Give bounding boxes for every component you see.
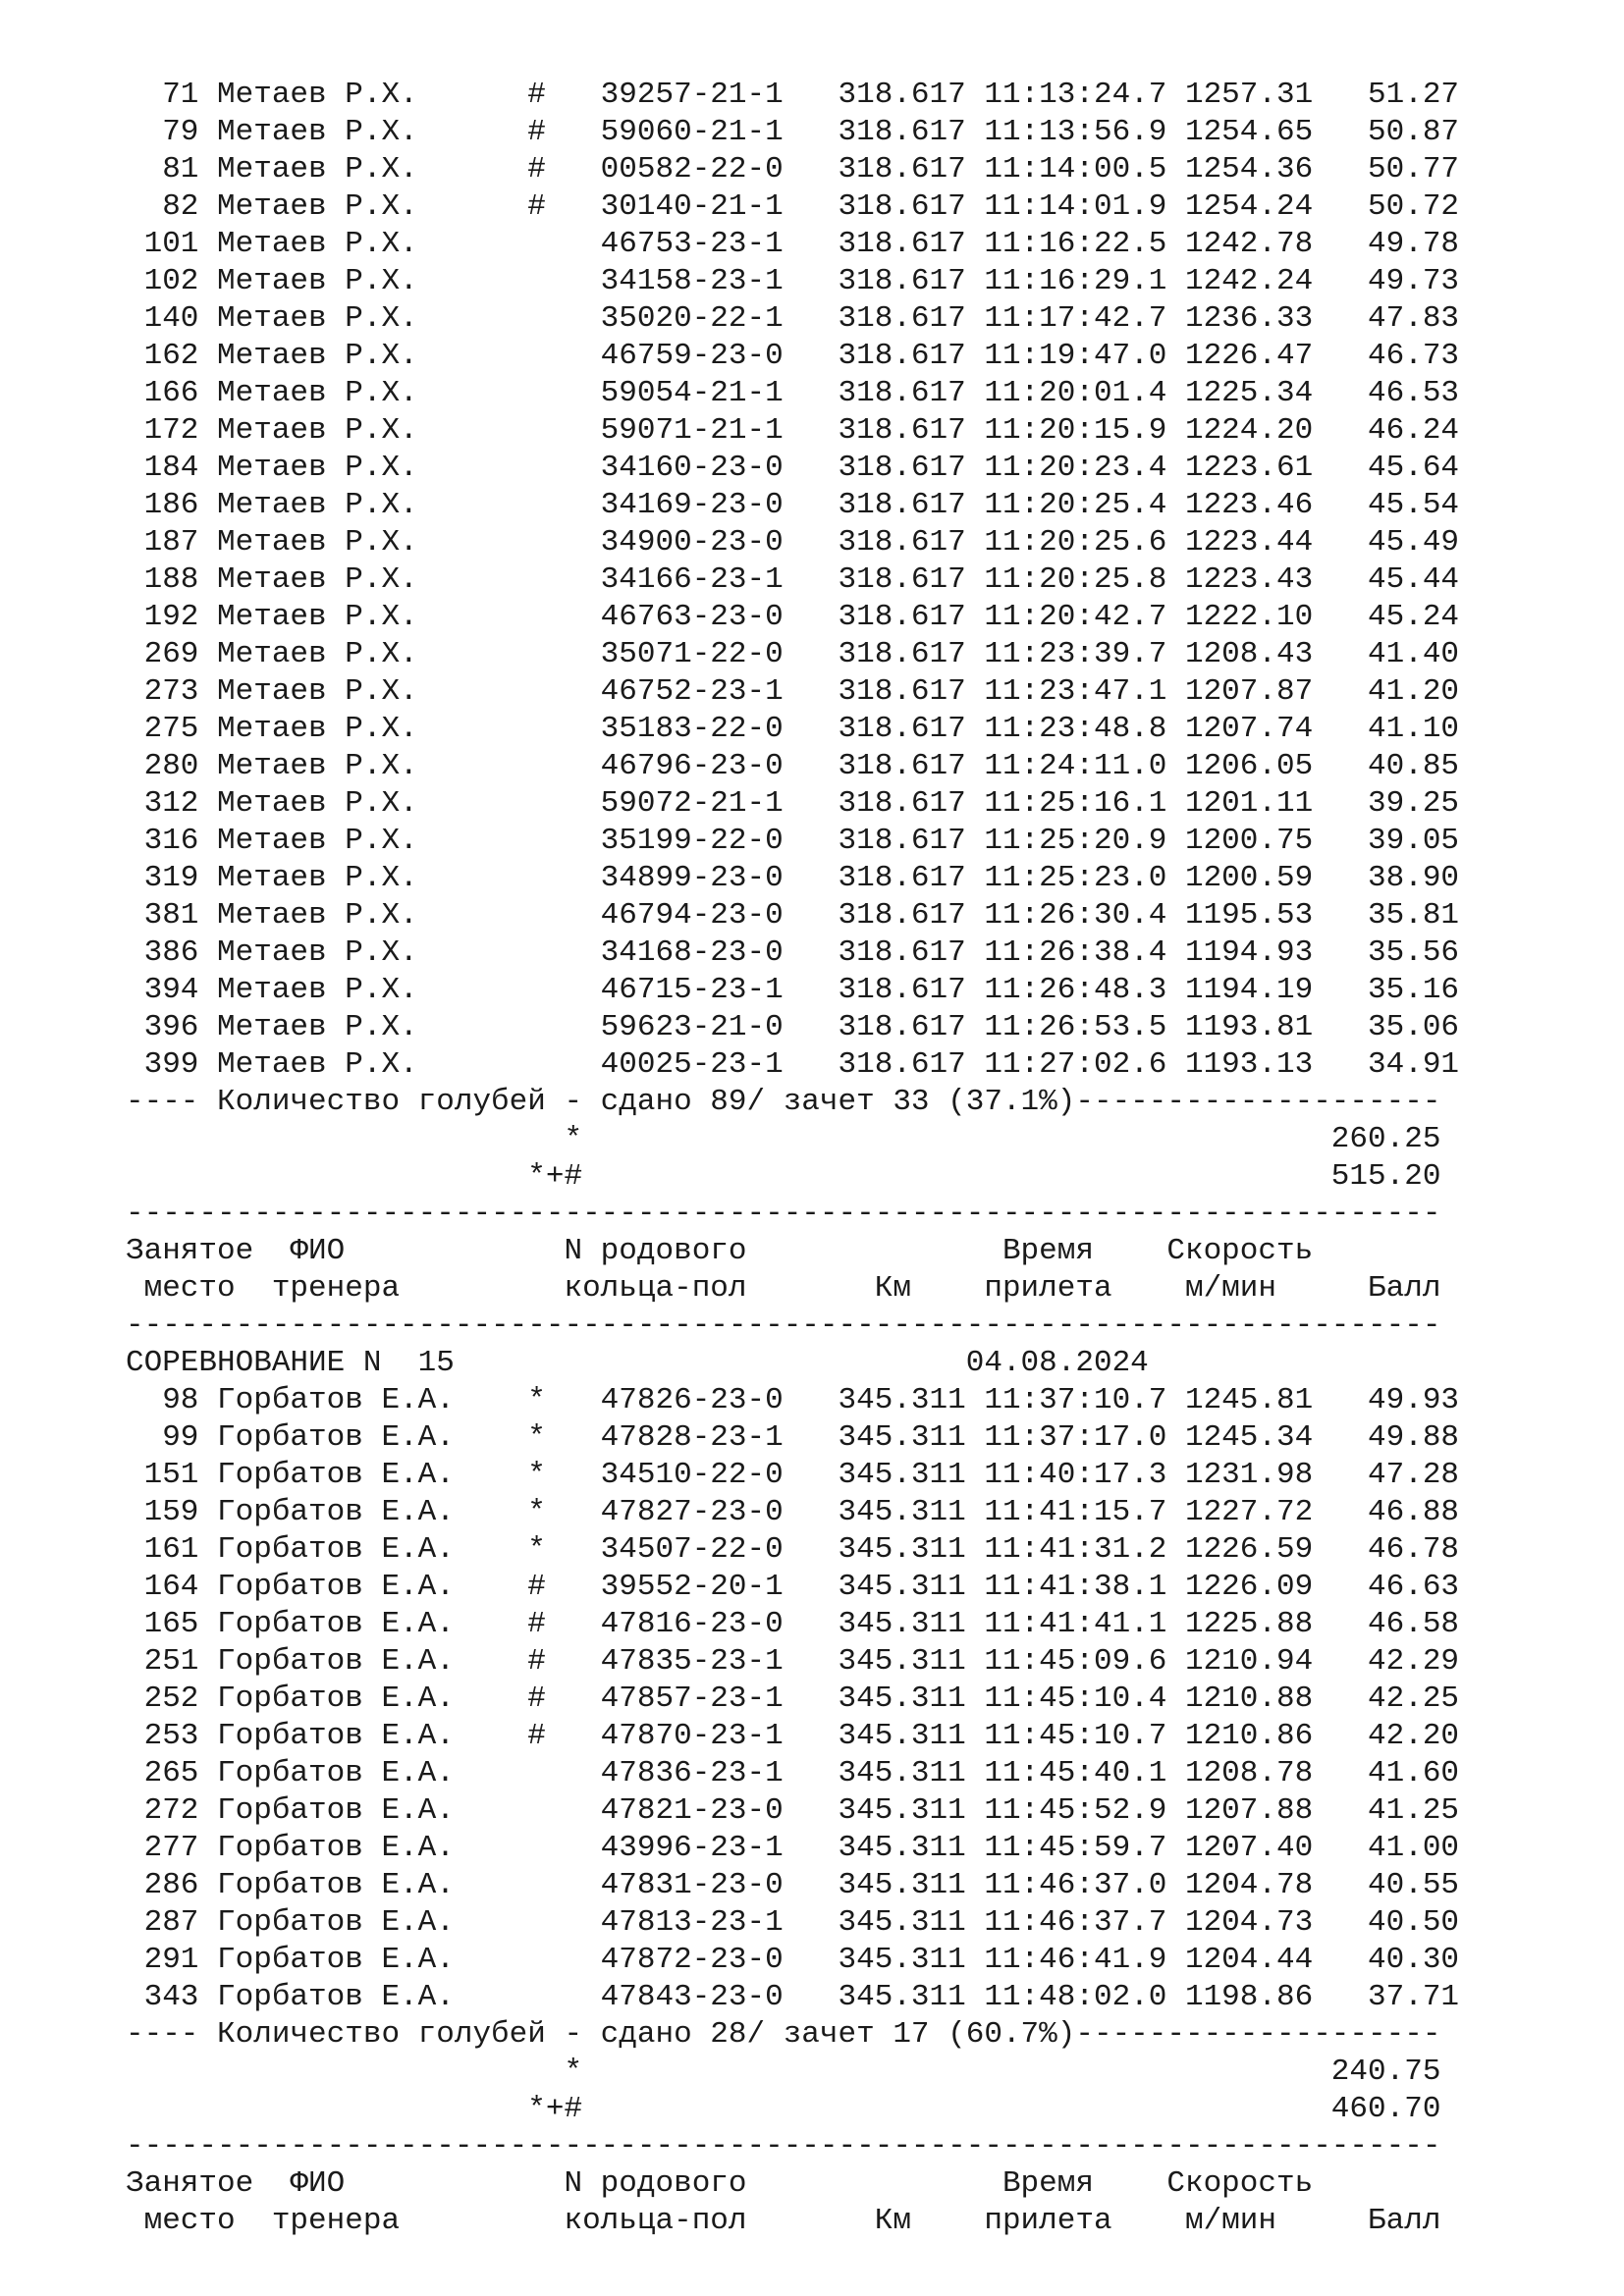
result-row: 381 Метаев Р.Х. 46794-23-0 318.617 11:26:30.4 1195.53 35.81	[126, 898, 1460, 933]
column-header-line: Занятое ФИО N родового Время Скорость	[126, 2166, 1314, 2201]
result-row: 277 Горбатов Е.А. 43996-23-1 345.311 11:45:59.7 1207.40 41.00	[126, 1831, 1460, 1865]
result-row: 140 Метаев Р.Х. 35020-22-1 318.617 11:17:42.7 1236.33 47.83	[126, 301, 1460, 336]
result-row: 165 Горбатов Е.А. # 47816-23-0 345.311 11:41:41.1 1225.88 46.58	[126, 1607, 1460, 1641]
result-row: 161 Горбатов Е.А. * 34507-22-0 345.311 11:41:31.2 1226.59 46.78	[126, 1532, 1460, 1567]
result-row: 343 Горбатов Е.А. 47843-23-0 345.311 11:48:02.0 1198.86 37.71	[126, 1980, 1460, 2014]
total-all-line: *+# 460.70	[126, 2092, 1441, 2126]
result-row: 184 Метаев Р.Х. 34160-23-0 318.617 11:20:23.4 1223.61 45.64	[126, 451, 1460, 485]
result-row: 273 Метаев Р.Х. 46752-23-1 318.617 11:23:47.1 1207.87 41.20	[126, 674, 1460, 709]
column-header-line: Занятое ФИО N родового Время Скорость	[126, 1234, 1314, 1268]
result-row: 251 Горбатов Е.А. # 47835-23-1 345.311 11:45:09.6 1210.94 42.29	[126, 1644, 1460, 1679]
result-row: 79 Метаев Р.Х. # 59060-21-1 318.617 11:13:56.9 1254.65 50.87	[126, 115, 1460, 149]
result-row: 187 Метаев Р.Х. 34900-23-0 318.617 11:20:25.6 1223.44 45.49	[126, 525, 1460, 560]
result-row: 102 Метаев Р.Х. 34158-23-1 318.617 11:16:29.1 1242.24 49.73	[126, 264, 1460, 298]
result-row: 98 Горбатов Е.А. * 47826-23-0 345.311 11:37:10.7 1245.81 49.93	[126, 1383, 1460, 1417]
result-row: 396 Метаев Р.Х. 59623-21-0 318.617 11:26:53.5 1193.81 35.06	[126, 1010, 1460, 1044]
result-row: 159 Горбатов Е.А. * 47827-23-0 345.311 11:41:15.7 1227.72 46.88	[126, 1495, 1460, 1529]
result-row: 186 Метаев Р.Х. 34169-23-0 318.617 11:20:25.4 1223.46 45.54	[126, 488, 1460, 522]
result-row: 269 Метаев Р.Х. 35071-22-0 318.617 11:23:39.7 1208.43 41.40	[126, 637, 1460, 671]
result-row: 316 Метаев Р.Х. 35199-22-0 318.617 11:25:20.9 1200.75 39.05	[126, 824, 1460, 858]
result-row: 71 Метаев Р.Х. # 39257-21-1 318.617 11:13:24.7 1257.31 51.27	[126, 78, 1460, 112]
column-subheader-line: место тренера кольца-пол Км прилета м/мин Балл	[126, 1271, 1441, 1306]
total-star-line: * 260.25	[126, 1122, 1441, 1156]
result-row: 82 Метаев Р.Х. # 30140-21-1 318.617 11:14:01.9 1254.24 50.72	[126, 189, 1460, 224]
total-all-line: *+# 515.20	[126, 1159, 1441, 1194]
summary-line: ---- Количество голубей - сдано 89/ зачет 33 (37.1%)--------------------	[126, 1085, 1441, 1119]
result-row: 265 Горбатов Е.А. 47836-23-1 345.311 11:45:40.1 1208.78 41.60	[126, 1756, 1460, 1790]
total-star-line: * 240.75	[126, 2055, 1441, 2089]
result-row: 386 Метаев Р.Х. 34168-23-0 318.617 11:26:38.4 1194.93 35.56	[126, 935, 1460, 970]
result-row: 81 Метаев Р.Х. # 00582-22-0 318.617 11:14:00.5 1254.36 50.77	[126, 152, 1460, 187]
result-row: 99 Горбатов Е.А. * 47828-23-1 345.311 11:37:17.0 1245.34 49.88	[126, 1420, 1460, 1455]
result-row: 399 Метаев Р.Х. 40025-23-1 318.617 11:27:02.6 1193.13 34.91	[126, 1047, 1460, 1082]
result-row: 280 Метаев Р.Х. 46796-23-0 318.617 11:24:11.0 1206.05 40.85	[126, 749, 1460, 783]
result-row: 101 Метаев Р.Х. 46753-23-1 318.617 11:16:22.5 1242.78 49.78	[126, 227, 1460, 261]
summary-line: ---- Количество голубей - сдано 28/ зачет 17 (60.7%)--------------------	[126, 2017, 1441, 2052]
result-row: 188 Метаев Р.Х. 34166-23-1 318.617 11:20:25.8 1223.43 45.44	[126, 562, 1460, 597]
result-row: 272 Горбатов Е.А. 47821-23-0 345.311 11:45:52.9 1207.88 41.25	[126, 1793, 1460, 1828]
result-row: 151 Горбатов Е.А. * 34510-22-0 345.311 11:40:17.3 1231.98 47.28	[126, 1458, 1460, 1492]
result-row: 312 Метаев Р.Х. 59072-21-1 318.617 11:25:16.1 1201.11 39.25	[126, 786, 1460, 821]
separator-line: ------------------------------------------------------------------------	[126, 2129, 1441, 2163]
result-row: 164 Горбатов Е.А. # 39552-20-1 345.311 11:41:38.1 1226.09 46.63	[126, 1570, 1460, 1604]
separator-line: ------------------------------------------------------------------------	[126, 1197, 1441, 1231]
results-document	[126, 77, 1559, 2240]
result-row: 162 Метаев Р.Х. 46759-23-0 318.617 11:19:47.0 1226.47 46.73	[126, 339, 1460, 373]
result-row: 291 Горбатов Е.А. 47872-23-0 345.311 11:46:41.9 1204.44 40.30	[126, 1943, 1460, 1977]
separator-line: ------------------------------------------------------------------------	[126, 1308, 1441, 1343]
result-row: 252 Горбатов Е.А. # 47857-23-1 345.311 11:45:10.4 1210.88 42.25	[126, 1682, 1460, 1716]
result-row: 166 Метаев Р.Х. 59054-21-1 318.617 11:20:01.4 1225.34 46.53	[126, 376, 1460, 410]
result-row: 192 Метаев Р.Х. 46763-23-0 318.617 11:20:42.7 1222.10 45.24	[126, 600, 1460, 634]
result-row: 287 Горбатов Е.А. 47813-23-1 345.311 11:46:37.7 1204.73 40.50	[126, 1905, 1460, 1940]
result-row: 275 Метаев Р.Х. 35183-22-0 318.617 11:23:48.8 1207.74 41.10	[126, 712, 1460, 746]
result-row: 253 Горбатов Е.А. # 47870-23-1 345.311 11:45:10.7 1210.86 42.20	[126, 1719, 1460, 1753]
competition-title: СОРЕВНОВАНИЕ N 15 04.08.2024	[126, 1346, 1149, 1380]
column-subheader-line: место тренера кольца-пол Км прилета м/мин Балл	[126, 2204, 1441, 2238]
result-row: 319 Метаев Р.Х. 34899-23-0 318.617 11:25:23.0 1200.59 38.90	[126, 861, 1460, 895]
result-row: 286 Горбатов Е.А. 47831-23-0 345.311 11:46:37.0 1204.78 40.55	[126, 1868, 1460, 1902]
result-row: 394 Метаев Р.Х. 46715-23-1 318.617 11:26:48.3 1194.19 35.16	[126, 973, 1460, 1007]
result-row: 172 Метаев Р.Х. 59071-21-1 318.617 11:20:15.9 1224.20 46.24	[126, 413, 1460, 448]
